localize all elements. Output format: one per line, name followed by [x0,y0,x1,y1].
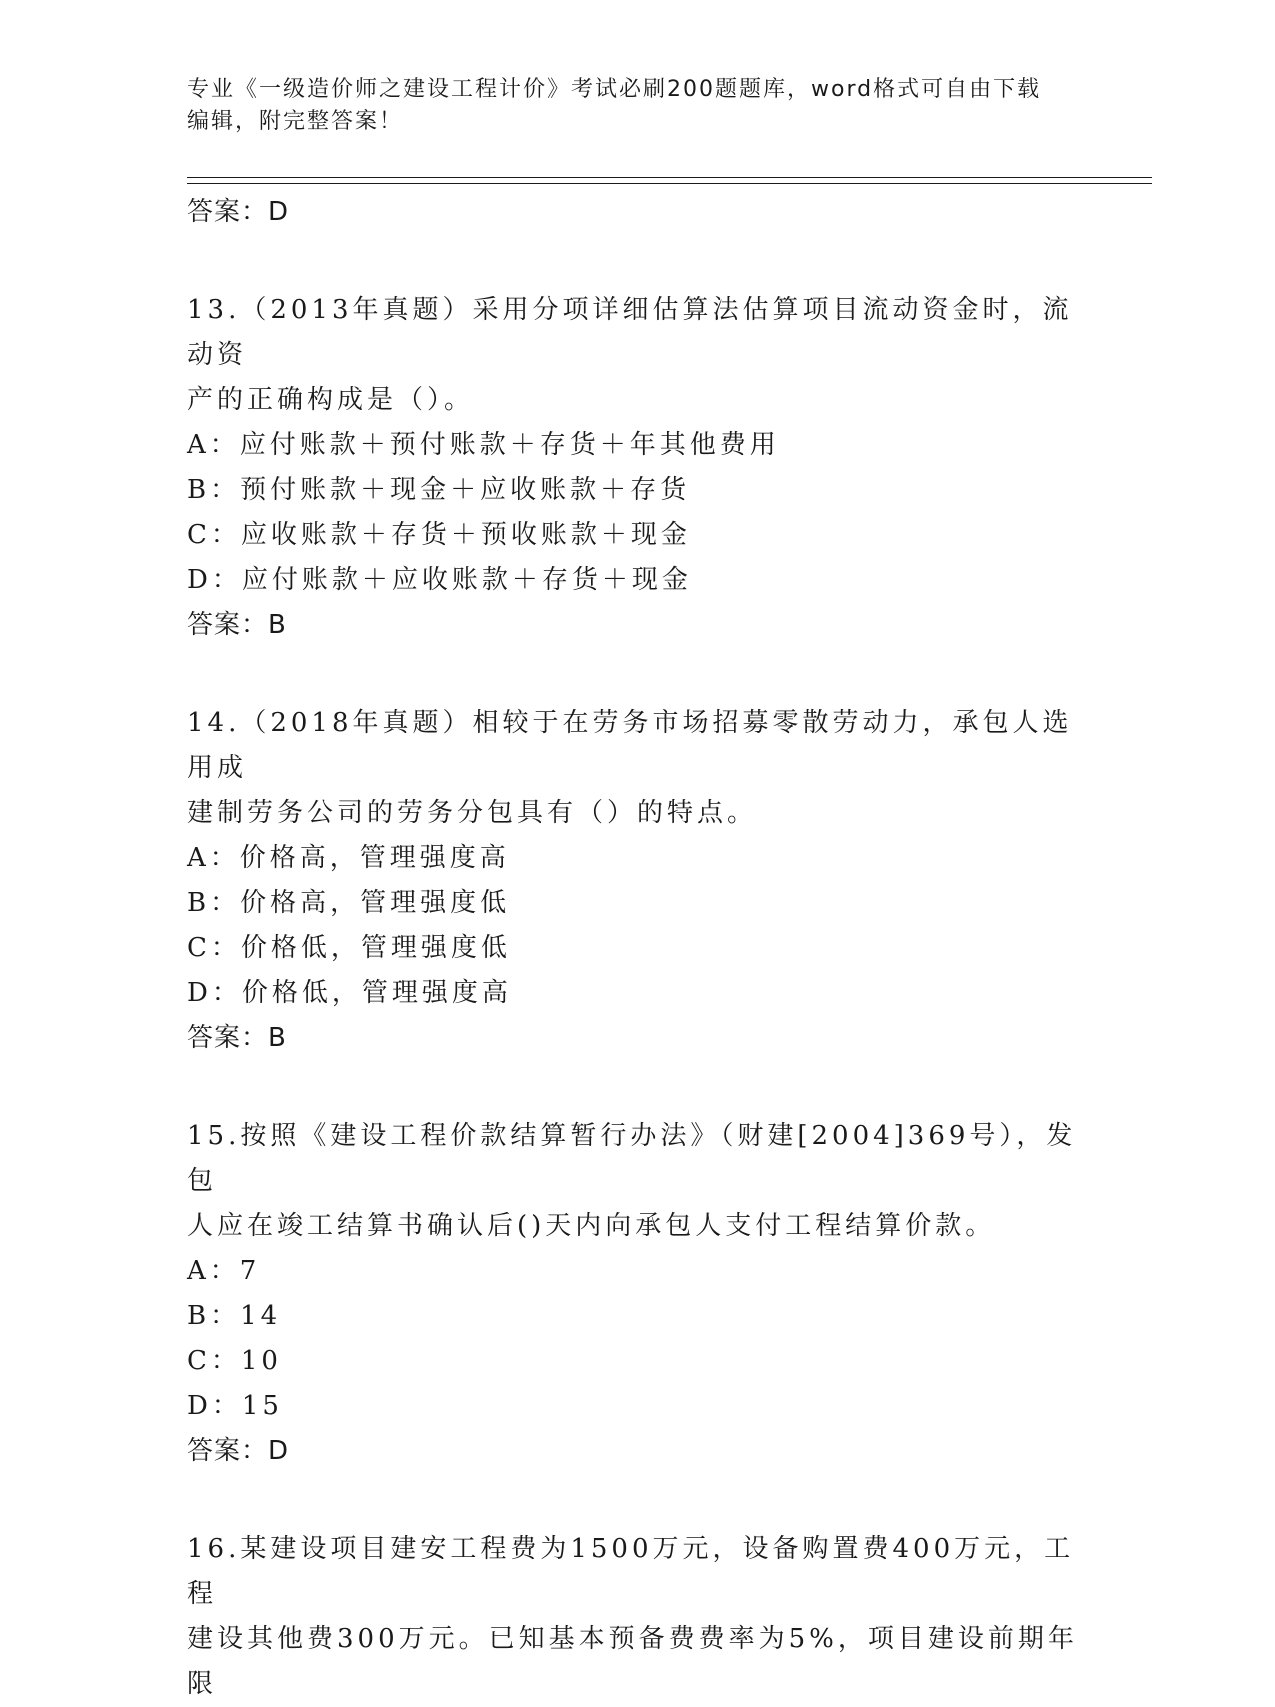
question-text [187,288,1087,423]
question-text-line: 产的正确构成是（）。 [187,385,475,415]
question-text-line: 15.按照《建设工程价款结算暂行办法》（财建[2004]369号），发包 [187,1121,1077,1196]
option-b: B：预付账款＋现金＋应收账款＋存货 [187,475,691,505]
option-a: A：7 [187,1256,261,1286]
answer: 答案：B [187,610,287,640]
header-divider-top [187,177,1152,178]
question-text [187,701,1087,836]
question-text-line: 14.（2018年真题）相较于在劳务市场招募零散劳动力，承包人选用成 [187,708,1073,783]
option-d: D：15 [187,1391,283,1421]
option-a: A：应付账款＋预付账款＋存货＋年其他费用 [187,430,780,460]
question-15 [187,1114,1087,1473]
question-text-line: 建制劳务公司的劳务分包具有（）的特点。 [187,798,758,828]
option-d: D：应付账款＋应收账款＋存货＋现金 [187,565,692,595]
document-header [187,74,1087,138]
option-c: C：10 [187,1346,282,1376]
option-a: A：价格高，管理强度高 [187,843,510,873]
question-text-line: 建设其他费300万元。已知基本预备费费率为5%，项目建设前期年限 [187,1624,1078,1699]
option-b: B：14 [187,1301,282,1331]
question-14 [187,701,1087,1060]
question-text [187,1527,1087,1707]
option-c: C：应收账款＋存货＋预收账款＋现金 [187,520,691,550]
question-16 [187,1527,1087,1707]
header-divider-bottom [187,183,1152,184]
question-text-line: 人应在竣工结算书确认后()天内向承包人支付工程结算价款。 [187,1211,996,1241]
header-line-1: 专业《一级造价师之建设工程计价》考试必刷200题题库，word格式可自由下载 [187,77,1042,102]
question-text-line: 13.（2013年真题）采用分项详细估算法估算项目流动资金时，流动资 [187,295,1073,370]
question-text [187,1114,1087,1249]
question-13 [187,288,1087,647]
option-b: B：价格高，管理强度低 [187,888,511,918]
document-body [187,190,1087,1707]
option-c: C：价格低，管理强度低 [187,933,511,963]
header-line-2: 编辑，附完整答案！ [187,109,404,134]
option-d: D：价格低，管理强度高 [187,978,512,1008]
answer: 答案：B [187,1023,287,1053]
answer: 答案：D [187,1436,290,1466]
question-text-line: 16.某建设项目建安工程费为1500万元，设备购置费400万元，工程 [187,1534,1075,1609]
previous-answer: 答案：D [187,197,290,227]
